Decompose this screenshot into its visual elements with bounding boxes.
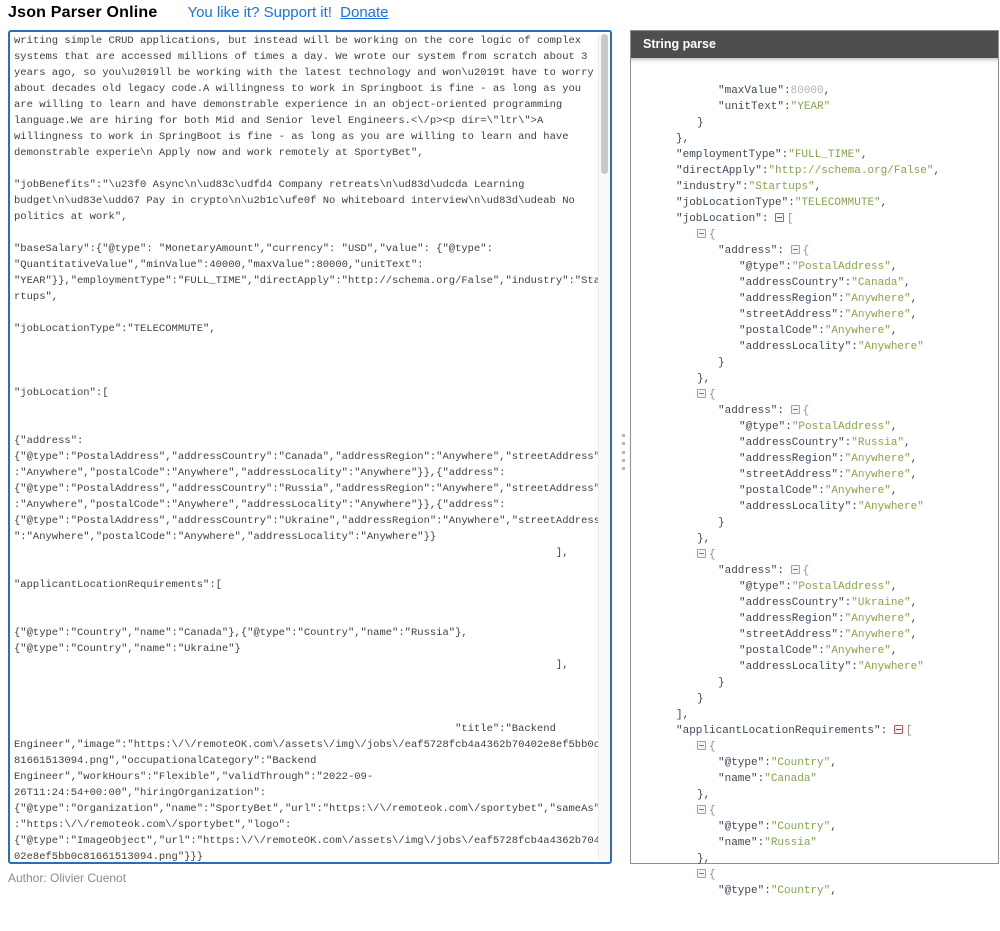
- tree-line: "maxValue":80000,: [718, 85, 831, 97]
- tree-line: "addressRegion":"Anywhere",: [739, 293, 918, 305]
- tree-line: "@type":"PostalAddress",: [739, 581, 898, 593]
- tree-line: }: [718, 357, 725, 369]
- tree-line: },: [676, 133, 690, 145]
- vertical-dots-drag-icon: [622, 467, 625, 470]
- tree-line: {: [631, 547, 998, 563]
- tree-line: "name":"Canada": [718, 773, 818, 785]
- minus-square-gray-icon[interactable]: [697, 869, 706, 878]
- tree-line: {: [631, 387, 998, 403]
- minus-square-red-icon[interactable]: [775, 213, 784, 222]
- page-title: Json Parser Online: [8, 4, 158, 21]
- vertical-dots-drag-icon: [622, 451, 625, 454]
- tree-line: "addressCountry":"Ukraine",: [739, 597, 918, 609]
- tree-line: "streetAddress":"Anywhere",: [739, 309, 918, 321]
- tree-line: "postalCode":"Anywhere",: [739, 485, 898, 497]
- minus-square-gray-icon[interactable]: [697, 741, 706, 750]
- tree-line: }: [718, 517, 725, 529]
- json-input-textarea[interactable]: [8, 30, 612, 864]
- tree-line: "addressRegion":"Anywhere",: [739, 453, 918, 465]
- minus-square-gray-icon[interactable]: [697, 805, 706, 814]
- tree-line: "industry":"Startups",: [676, 181, 822, 193]
- tree-line: "employmentType":"FULL_TIME",: [676, 149, 868, 161]
- tree-line: "name":"Russia": [718, 837, 818, 849]
- tree-line: "address": {: [718, 565, 810, 577]
- donate-link[interactable]: Donate: [340, 4, 389, 21]
- tree-line: "@type":"Country",: [718, 885, 837, 897]
- minus-square-gray-icon[interactable]: [791, 565, 800, 574]
- tree-line: "jobLocation": [: [676, 213, 794, 225]
- tree-line: "address": {: [718, 405, 810, 417]
- minus-square-gray-icon[interactable]: [791, 405, 800, 414]
- tree-line: }: [697, 117, 704, 129]
- vertical-dots-drag-icon: [622, 434, 625, 437]
- tree-line: "applicantLocationRequirements": [: [676, 725, 913, 737]
- tree-line: "jobLocationType":"TELECOMMUTE",: [676, 197, 888, 209]
- tree-line: },: [697, 853, 711, 865]
- panel-resize-handle[interactable]: [619, 434, 627, 470]
- tree-line: {: [631, 227, 998, 243]
- tree-line: "addressCountry":"Russia",: [739, 437, 911, 449]
- tree-line: {: [631, 803, 998, 819]
- tree-line: "address": {: [718, 245, 810, 257]
- tree-line: "@type":"Country",: [718, 821, 837, 833]
- result-panel: [630, 30, 999, 897]
- tree-line: },: [697, 789, 711, 801]
- minus-square-gray-icon[interactable]: [697, 229, 706, 238]
- tree-line: "addressLocality":"Anywhere": [739, 341, 924, 353]
- tree-line: "postalCode":"Anywhere",: [739, 325, 898, 337]
- json-input-container: [8, 30, 612, 864]
- vertical-dots-drag-icon: [622, 459, 625, 462]
- tree-line: "directApply":"http://schema.org/False",: [676, 165, 941, 177]
- json-tree: [631, 83, 998, 899]
- tree-line: }: [718, 677, 725, 689]
- tree-line: "@type":"PostalAddress",: [739, 261, 898, 273]
- support-message: [187, 4, 388, 21]
- tree-line: ],: [676, 709, 690, 721]
- tree-line: }: [697, 693, 704, 705]
- author-credit: Author: Olivier Cuenot: [8, 871, 127, 885]
- minus-square-gray-icon[interactable]: [791, 245, 800, 254]
- support-text: You like it? Support it!: [187, 4, 332, 21]
- tree-line: "postalCode":"Anywhere",: [739, 645, 898, 657]
- minus-square-red-icon[interactable]: [894, 725, 903, 734]
- tree-line: {: [631, 739, 998, 755]
- tree-line: "addressRegion":"Anywhere",: [739, 613, 918, 625]
- tree-line: "@type":"Country",: [718, 757, 837, 769]
- minus-square-gray-icon[interactable]: [697, 389, 706, 398]
- tree-line: "streetAddress":"Anywhere",: [739, 629, 918, 641]
- minus-square-gray-icon[interactable]: [697, 549, 706, 558]
- result-panel-header: String parse: [631, 31, 998, 58]
- json-tree-viewport: [631, 58, 998, 897]
- tree-line: "@type":"PostalAddress",: [739, 421, 898, 433]
- topbar: [8, 4, 389, 28]
- tree-line: "addressLocality":"Anywhere": [739, 661, 924, 673]
- tree-line: "unitText":"YEAR": [718, 101, 831, 113]
- tree-line: },: [697, 373, 711, 385]
- tree-line: {: [631, 867, 998, 883]
- vertical-dots-drag-icon: [622, 442, 625, 445]
- tree-line: "streetAddress":"Anywhere",: [739, 469, 918, 481]
- tree-line: },: [697, 533, 711, 545]
- tree-line: "addressLocality":"Anywhere": [739, 501, 924, 513]
- tree-line: "addressCountry":"Canada",: [739, 277, 911, 289]
